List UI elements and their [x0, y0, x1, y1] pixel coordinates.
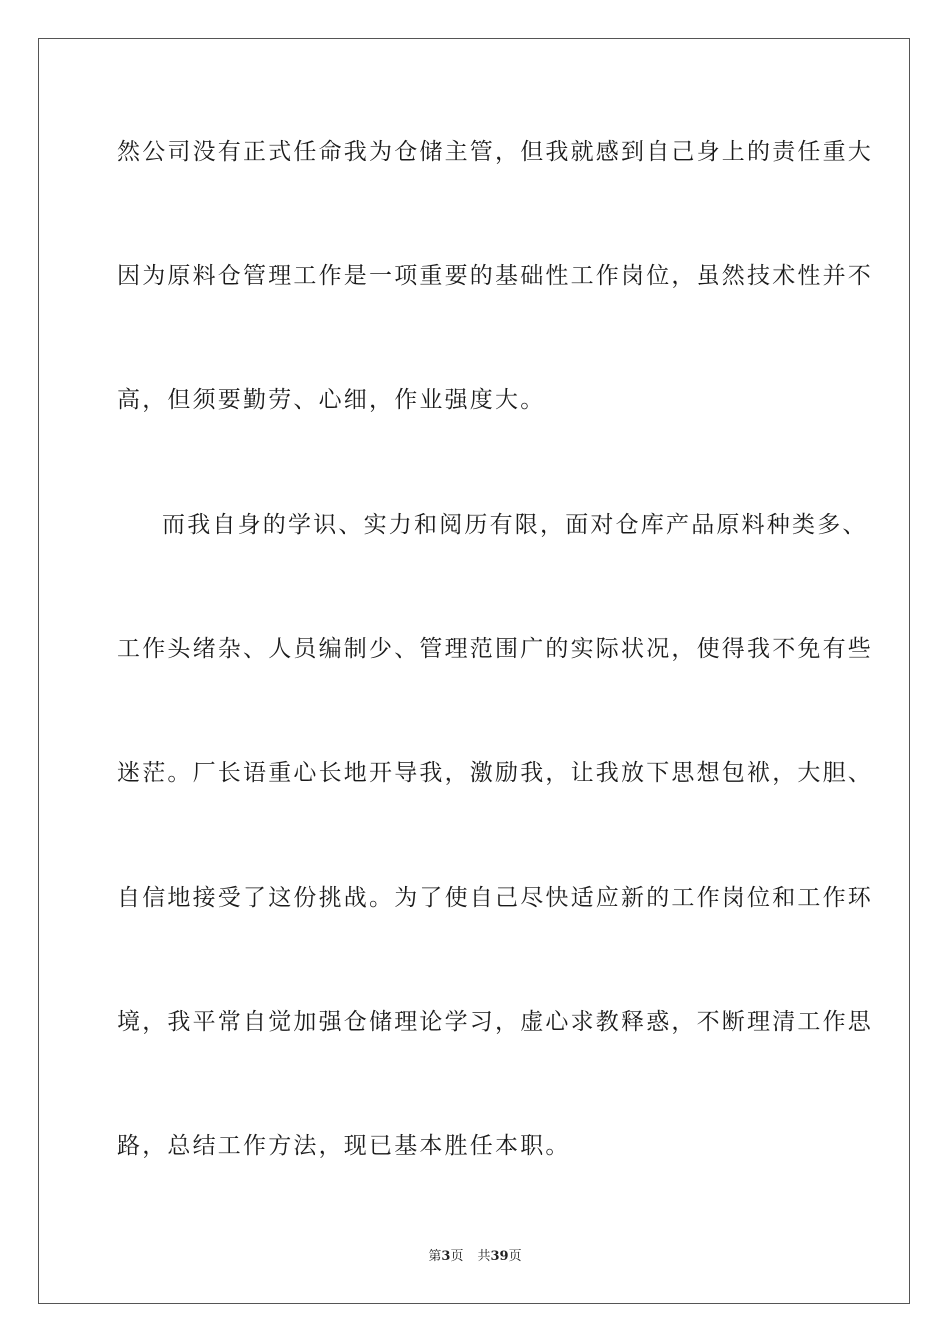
text-line-6: 迷茫。厂长语重心长地开导我，激励我，让我放下思想包袱，大胆、: [117, 760, 873, 786]
total-pages: 39: [490, 1249, 509, 1264]
page-number: 3: [441, 1249, 451, 1264]
text-line-2: 因为原料仓管理工作是一项重要的基础性工作岗位，虽然技术性并不: [117, 263, 873, 289]
text-line-8: 境，我平常自觉加强仓储理论学习，虚心求教释惑，不断理清工作思: [117, 1009, 873, 1035]
text-line-9: 路，总结工作方法，现已基本胜任本职。: [117, 1133, 571, 1159]
text-line-4: 而我自身的学识、实力和阅历有限，面对仓库产品原料种类多、: [162, 512, 868, 538]
text-line-3: 高，但须要勤劳、心细，作业强度大。: [117, 387, 546, 413]
text-line-5: 工作头绪杂、人员编制少、管理范围广的实际状况，使得我不免有些: [117, 636, 873, 662]
total-prefix: 共: [477, 1249, 491, 1264]
total-suffix: 页: [508, 1249, 522, 1264]
text-line-1: 然公司没有正式任命我为仓储主管，但我就感到自己身上的责任重大: [117, 139, 873, 165]
page-footer: [0, 1248, 950, 1266]
page-suffix: 页: [450, 1249, 464, 1264]
text-line-7: 自信地接受了这份挑战。为了使自己尽快适应新的工作岗位和工作环: [117, 885, 873, 911]
page-prefix: 第: [428, 1249, 442, 1264]
page-border: [38, 38, 910, 1304]
